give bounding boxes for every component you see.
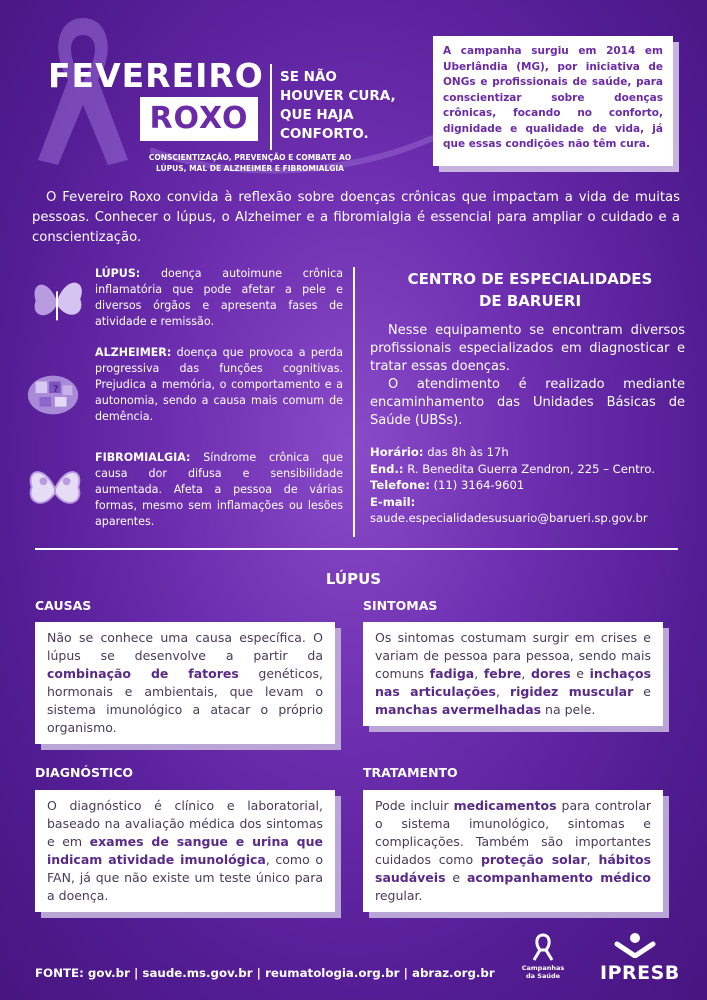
butterfly-outline-icon	[26, 460, 84, 518]
disease-alzheimer: ALZHEIMER: doença que provoca a perda progressiva das funções cognitivas. Prejudica a memória, o comportamento e a autonomia, sendo a causa mais comum de demência.	[95, 346, 343, 423]
disease-lupus: LÚPUS: doença autoimune crônica inflamatória que pode afetar a pele e diversos órgãos e apresenta fases de atividade e remissão.	[95, 267, 343, 328]
puzzle-brain-icon	[24, 365, 82, 425]
causas-box: Não se conhece uma causa específica. O lúpus se desenvolve a partir da combinação de fatores genéticos, hormonais e ambientais, que levam o sistema imunológico a atacar o próprio organismo.	[35, 622, 335, 744]
tratamento-box: Pode incluir medicamentos para controlar o sistema imunológico, sintomas e complicações. Também são importantes cuidados como proteção solar, hábitos saudáveis e acompanhamento médico regular.	[363, 790, 663, 912]
center-description: Nesse equipamento se encontram diversos profissionais especializados em diagnosticar e tratar essas doenças. O atendimento é realizado mediante encaminhamento das Unidades Básicas de Saúde (UBSs).	[370, 323, 685, 428]
column-divider	[353, 267, 355, 537]
contact-info: Horário: das 8h às 17h End.: R. Benedita Guerra Zendron, 225 – Centro. Telefone: (11) 3164-9601 E-mail: saude.especialidadesusuario@barueri.sp.gov.br	[370, 444, 690, 527]
page-title-highlight: ROXO	[140, 97, 258, 141]
lupus-section-title: LÚPUS	[325, 570, 382, 588]
butterfly-icon	[28, 272, 86, 330]
slogan: SE NÃO HOUVER CURA, QUE HAJA CONFORTO.	[280, 69, 396, 142]
campanhas-logo: Campanhas da Saúde	[515, 932, 571, 980]
sintomas-box: Os sintomas costumam surgir em crises e variam de pessoa para pessoa, sendo mais comuns fadiga, febre, dores e inchaços nas articulações, rigidez muscular e manchas avermelhadas na pele.	[363, 622, 663, 726]
email-link[interactable]: saude.especialidadesusuario@barueri.sp.gov.br	[370, 511, 648, 525]
ribbon-logo-icon	[528, 932, 558, 962]
svg-text:?: ?	[53, 384, 59, 396]
ipresb-logo: IPRESB	[600, 932, 670, 984]
tratamento-heading: TRATAMENTO	[363, 765, 458, 780]
campaign-info-card: A campanha surgiu em 2014 em Uberlândia (MG), por iniciativa de ONGs e profissionais de saúde, para conscientizar sobre doenças crônicas, focando no conforto, dignidade e qualidade de vida, já que essas condições não têm cura.	[433, 36, 673, 166]
header-divider	[270, 64, 272, 150]
sintomas-heading: SINTOMAS	[363, 598, 438, 613]
ipresb-symbol-icon	[613, 932, 657, 958]
diagnostico-box: O diagnóstico é clínico e laboratorial, baseado na avaliação médica dos sintomas e em exames de sangue e urina que indicam atividade imunológica, como o FAN, já que não existe um teste único para a doença.	[35, 790, 335, 912]
section-divider	[35, 548, 678, 550]
center-title: CENTRO DE ESPECIALIDADES DE BARUERI	[407, 270, 653, 310]
intro-text: O Fevereiro Roxo convida à reflexão sobre doenças crônicas que impactam a vida de muitas pessoas. Conhecer o lúpus, o Alzheimer e a fibromialgia é essencial para ampliar o cuidado e a conscientização.	[32, 190, 680, 245]
page-title: FEVEREIRO	[48, 56, 264, 95]
subtitle: CONSCIENTIZAÇÃO, PREVENÇÃO E COMBATE AO LÚPUS, MAL DE ALZHEIMER E FIBROMIALGIA	[148, 153, 352, 173]
causas-heading: CAUSAS	[35, 598, 92, 613]
disease-fibromialgia: FIBROMIALGIA: Síndrome crônica que causa dor difusa e sensibilidade aumentada. Afeta a pessoa de várias formas, mesmo sem inflamações ou lesões aparentes.	[95, 451, 343, 528]
sources-footer: FONTE: gov.br | saude.ms.gov.br | reumatologia.org.br | abraz.org.br	[35, 966, 495, 980]
diagnostico-heading: DIAGNÓSTICO	[35, 765, 134, 780]
